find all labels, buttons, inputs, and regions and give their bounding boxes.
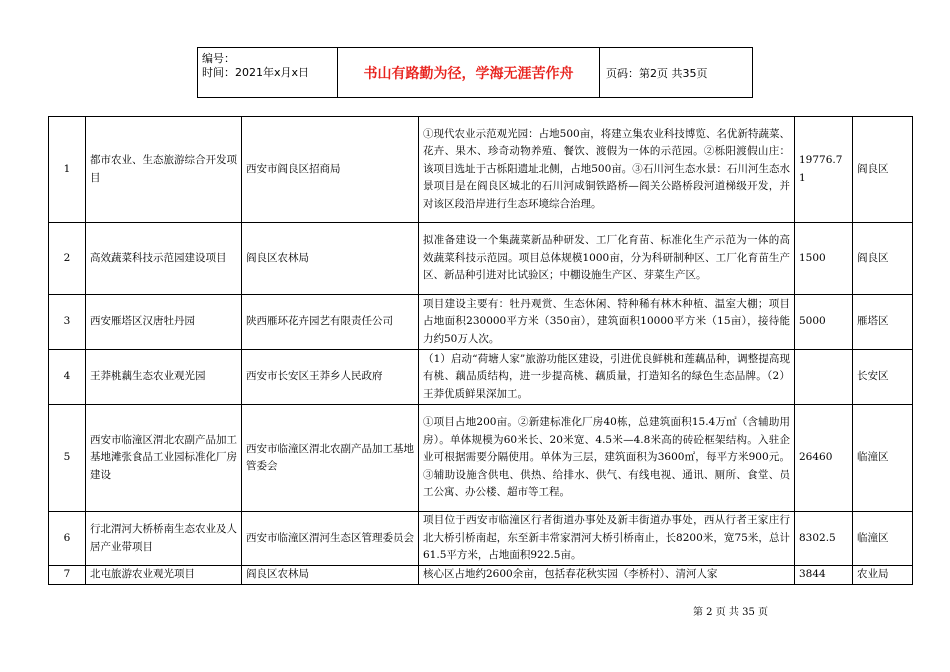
project-name: 西安市临潼区渭北农副产品加工基地滩张食品工业园标准化厂房建设 — [86, 405, 242, 512]
number-label: 编号： — [202, 52, 235, 65]
project-table — [48, 116, 913, 585]
motto: 书山有路勤为径，学海无涯苦作舟 — [338, 48, 600, 97]
district: 阎良区 — [853, 117, 913, 223]
responsible-unit: 西安市长安区王莽乡人民政府 — [242, 350, 419, 405]
project-description: 项目建设主要有：牡丹观赏、生态休闲、特种稀有林木种植、温室大棚；项目占地面积230000平方米（350亩），建筑面积10000平方米（15亩），接待能力约50万人次。 — [419, 295, 795, 350]
row-number: 7 — [49, 566, 86, 585]
table-row — [49, 117, 913, 223]
table-row — [49, 295, 913, 350]
date-label: 时间：2021年x月x日 — [202, 66, 310, 79]
project-description: 拟准备建设一个集蔬菜新品种研发、工厂化育苗、标准化生产示范为一体的高效蔬菜科技示范园。项目总体规模1000亩，分为科研制种区、工厂化育苗生产区、新品种引进对比试验区；中棚设施生产区、芽菜生产区。 — [419, 223, 795, 295]
responsible-unit: 阎良区农林局 — [242, 566, 419, 585]
table-row — [49, 350, 913, 405]
investment-amount: 19776.71 — [795, 117, 853, 223]
table-row — [49, 405, 913, 512]
project-description: 核心区占地约2600余亩，包括春花秋实园（李桥村）、清河人家 — [419, 566, 795, 585]
district: 临潼区 — [853, 512, 913, 566]
district: 农业局 — [853, 566, 913, 585]
responsible-unit: 阎良区农林局 — [242, 223, 419, 295]
investment-amount: 26460 — [795, 405, 853, 512]
district: 临潼区 — [853, 405, 913, 512]
project-description: ①项目占地200亩。②新建标准化厂房40栋，总建筑面积15.4万㎡（含辅助用房）。单体规模为60米长、20米宽、4.5米—4.8米高的砖砼框架结构。入驻企业可根据需要分隔使用。单体为三层，建筑面积为3600㎡，每平方米900元。③辅助设施含供电、供热、给排水、供气、有线电视、通讯、厕所、食堂、员工公寓、办公楼、超市等工程。 — [419, 405, 795, 512]
investment-amount: 1500 — [795, 223, 853, 295]
row-number: 3 — [49, 295, 86, 350]
investment-amount: 5000 — [795, 295, 853, 350]
table-row — [49, 566, 913, 585]
page-footer: 第 2 页 共 35 页 — [693, 607, 768, 618]
project-name: 西安雁塔区汉唐牡丹园 — [86, 295, 242, 350]
table-row — [49, 512, 913, 566]
row-number: 1 — [49, 117, 86, 223]
investment-amount: 3844 — [795, 566, 853, 585]
table-row — [49, 223, 913, 295]
project-name: 行北渭河大桥桥南生态农业及人居产业带项目 — [86, 512, 242, 566]
row-number: 6 — [49, 512, 86, 566]
project-name: 北屯旅游农业观光项目 — [86, 566, 242, 585]
investment-amount — [795, 350, 853, 405]
project-name: 王莽桃藕生态农业观光园 — [86, 350, 242, 405]
district: 阎良区 — [853, 223, 913, 295]
responsible-unit: 陕西雁环花卉园艺有限责任公司 — [242, 295, 419, 350]
row-number: 2 — [49, 223, 86, 295]
project-description: 项目位于西安市临潼区行者街道办事处及新丰街道办事处，西从行者王家庄行北大桥引桥南起，东至新丰常家渭河大桥引桥南止，长8200米，宽75米，总计61.5平方米，占地面积922.5亩。 — [419, 512, 795, 566]
district: 长安区 — [853, 350, 913, 405]
project-name: 都市农业、生态旅游综合开发项目 — [86, 117, 242, 223]
project-description: （1）启动“荷塘人家”旅游功能区建设，引进优良鲜桃和莲藕品种，调整提高现有桃、藕品质结构，进一步提高桃、藕质量，打造知名的绿色生态品牌。（2）王莽优质鲜果深加工。 — [419, 350, 795, 405]
row-number: 4 — [49, 350, 86, 405]
responsible-unit: 西安市临潼区渭北农副产品加工基地管委会 — [242, 405, 419, 512]
responsible-unit: 西安市临潼区渭河生态区管理委员会 — [242, 512, 419, 566]
project-name: 高效蔬菜科技示范园建设项目 — [86, 223, 242, 295]
investment-amount: 8302.5 — [795, 512, 853, 566]
header-meta — [198, 48, 338, 97]
district: 雁塔区 — [853, 295, 913, 350]
project-description: ①现代农业示范观光园：占地500亩，将建立集农业科技博览、名优新特蔬菜、花卉、果木、珍奇动物养殖、餐饮、渡假为一体的示范园。②栎阳渡假山庄：该项目选址于古栎阳遗址北侧，占地500亩。③石川河生态水景：石川河生态水景项目是在阎良区城北的石川河咸铜铁路桥—阎关公路桥段河道梯级开发，并对该区段沿岸进行生态环境综合治理。 — [419, 117, 795, 223]
page-header — [197, 47, 753, 98]
responsible-unit: 西安市阎良区招商局 — [242, 117, 419, 223]
row-number: 5 — [49, 405, 86, 512]
page-label: 页码：第2页 共35页 — [606, 66, 708, 80]
